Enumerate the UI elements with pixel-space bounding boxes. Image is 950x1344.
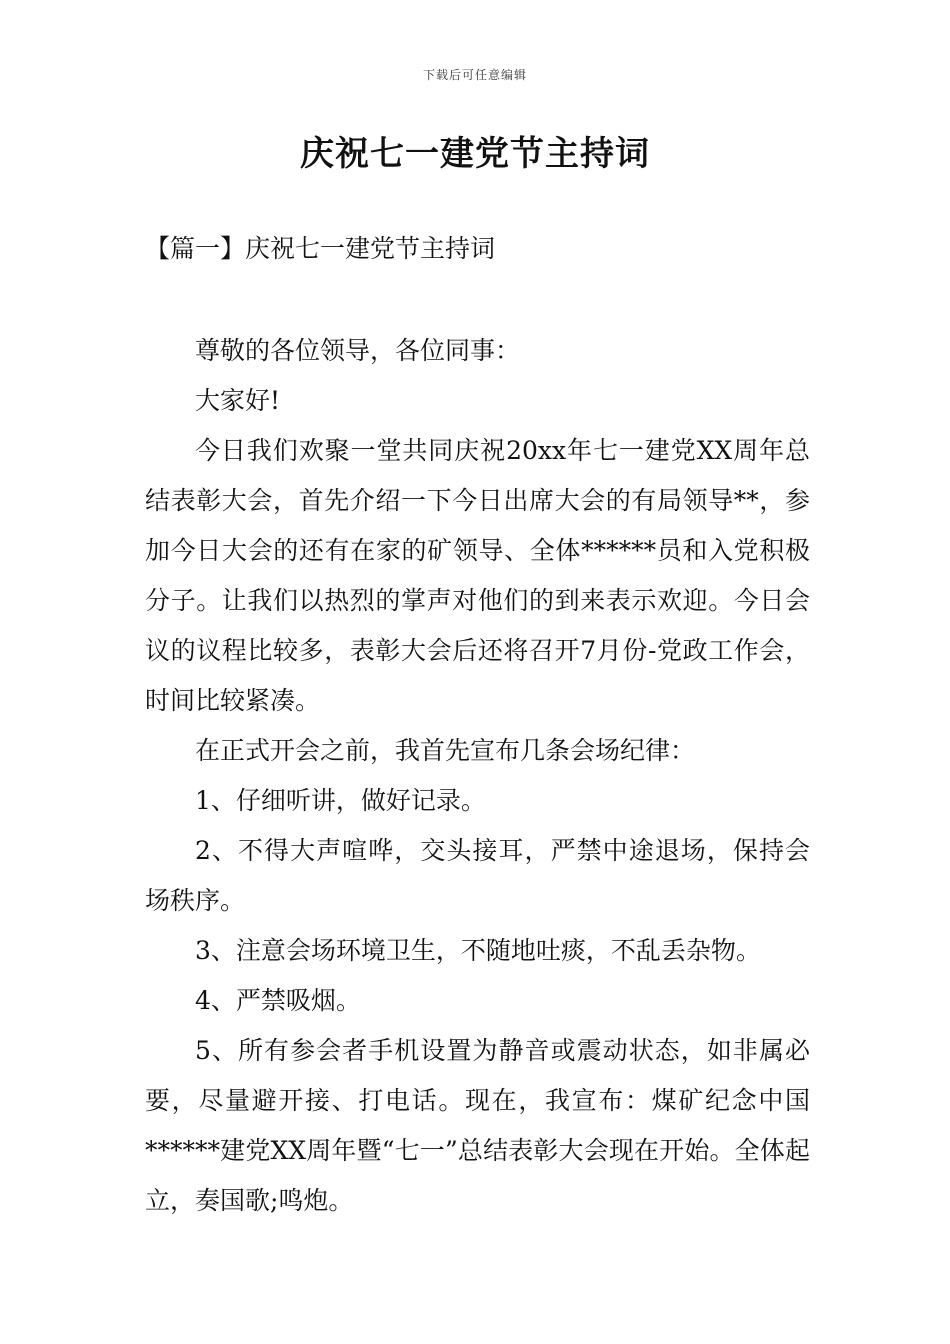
paragraph-discipline-intro: 在正式开会之前，我首先宣布几条会场纪律：	[195, 736, 696, 765]
document-body	[145, 326, 810, 1226]
paragraph-introduction: 今日我们欢聚一堂共同庆祝20xx年七一建党XX周年总结表彰大会，首先介绍一下今日出席大会的有局领导**，参加今日大会的还有在家的矿领导、全体******员和入党积极分子。让我们以热烈的掌声对他们的到来表示欢迎。今日会议的议程比较多，表彰大会后还将召开7月份-党政工作会，时间比较紧凑。	[145, 436, 810, 715]
paragraph-greeting: 尊敬的各位领导，各位同事：	[195, 336, 521, 365]
paragraph-rule-5: 5、所有参会者手机设置为静音或震动状态，如非属必要，尽量避开接、打电话。现在，我宣布：煤矿纪念中国******建党XX周年暨“七一”总结表彰大会现在开始。全体起立，奏国歌;鸣炮。	[145, 1036, 810, 1215]
document-title: 庆祝七一建党节主持词	[300, 134, 650, 174]
paragraph-hello: 大家好!	[195, 386, 281, 415]
paragraph-rule-1: 1、仔细听讲，做好记录。	[195, 786, 486, 815]
paragraph-rule-3: 3、注意会场环境卫生，不随地吐痰，不乱丢杂物。	[195, 936, 761, 965]
paragraph-rule-4: 4、严禁吸烟。	[195, 986, 361, 1015]
section-heading: 【篇一】庆祝七一建党节主持词	[145, 234, 496, 263]
paragraph-rule-2: 2、不得大声喧哗，交头接耳，严禁中途退场，保持会场秩序。	[145, 836, 810, 915]
page-header-note: 下载后可任意编辑	[422, 68, 527, 82]
